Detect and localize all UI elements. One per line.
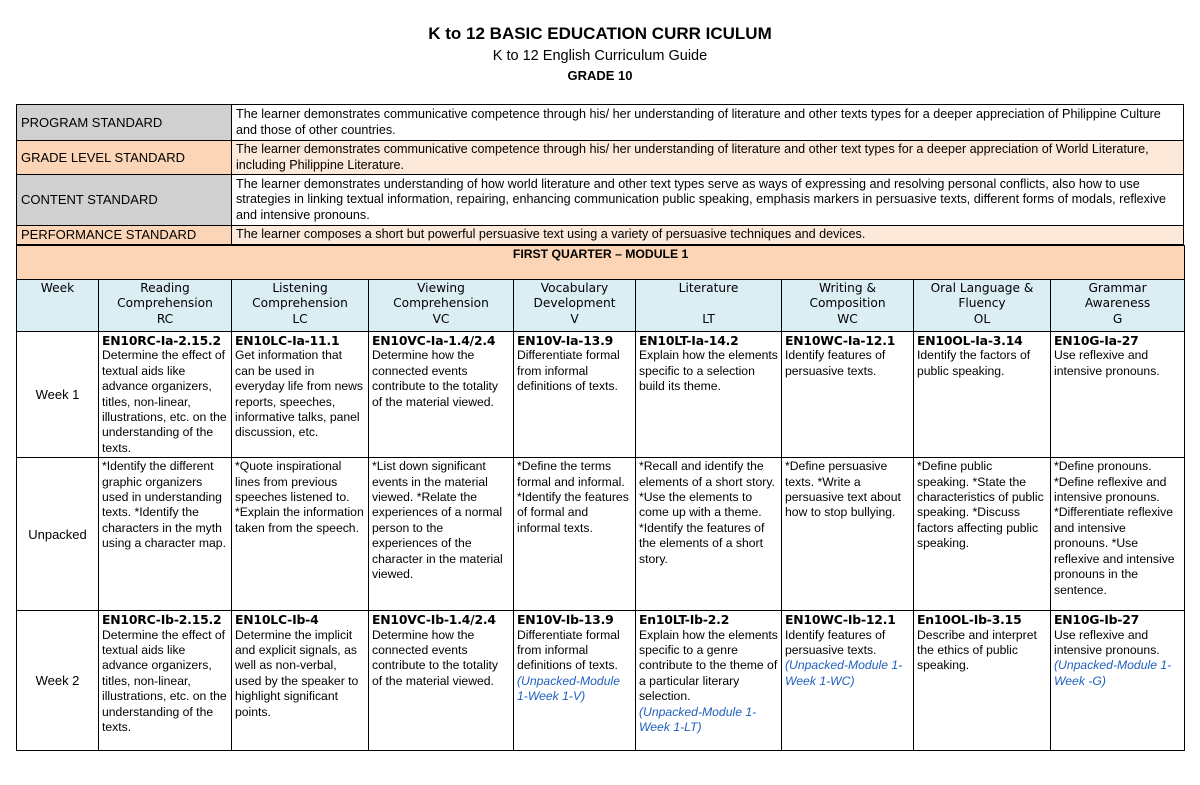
document-subtitle: K to 12 English Curriculum Guide xyxy=(492,48,708,64)
table-cell xyxy=(1051,332,1185,458)
unpacked-text: *Define public speaking. *State the characteristics of public speaking. *Discuss factors affecting public speaking. xyxy=(917,459,1044,551)
standard-text: The learner demonstrates understanding of how world literature and other text types serve as ways of expressing and resolving personal conflicts, also how to use strategies in linking textual information, repairing, enhancing communication public speaking, emphasis markers in persuasive texts, different forms of modals, reflexive and intensive pronouns. xyxy=(232,175,1184,226)
column-code: OL xyxy=(973,311,991,326)
column-name: Reading Comprehension xyxy=(117,281,213,311)
table-cell xyxy=(232,458,369,611)
table-cell xyxy=(636,458,782,611)
table-cell xyxy=(1051,458,1185,611)
table-cell xyxy=(232,611,369,751)
competency-code: EN10G-Ia-27 xyxy=(1054,333,1139,348)
competency-code: EN10OL-Ia-3.14 xyxy=(917,333,1023,348)
standard-label: GRADE LEVEL STANDARD xyxy=(17,141,232,175)
competency-text: Determine how the connected events contribute to the totality of the material viewed. xyxy=(372,348,499,409)
unpacked-reference: (Unpacked-Module 1-Week 1-V) xyxy=(517,673,620,704)
competency-text: Determine how the connected events contribute to the totality of the material viewed. xyxy=(372,627,499,688)
competency-text: Differentiate formal from informal definitions of texts. xyxy=(517,348,620,394)
competency-text: Explain how the elements specific to a genre contribute to the theme of a particular literary selection. xyxy=(639,627,778,704)
competency-text: Differentiate formal from informal definitions of texts. xyxy=(517,627,620,673)
table-row xyxy=(17,611,1185,751)
table-cell xyxy=(99,458,232,611)
week-label: Unpacked xyxy=(17,458,99,611)
column-code: LT xyxy=(702,311,715,326)
column-code: WC xyxy=(837,311,858,326)
competency-code: EN10WC-Ia-12.1 xyxy=(785,333,896,348)
column-header-vc xyxy=(369,280,514,332)
column-name: Oral Language & Fluency xyxy=(930,281,1034,311)
table-cell xyxy=(232,332,369,458)
document-title: K to 12 BASIC EDUCATION CURR ICULUM xyxy=(428,24,772,43)
column-header-week xyxy=(17,280,99,332)
competency-code: EN10VC-Ia-1.4/2.4 xyxy=(372,333,496,348)
column-code: LC xyxy=(292,311,308,326)
column-header-wc xyxy=(782,280,914,332)
performance-standard-row xyxy=(17,226,1184,245)
grade-label: GRADE 10 xyxy=(567,68,633,83)
standard-label: PROGRAM STANDARD xyxy=(17,105,232,141)
column-code: VC xyxy=(432,311,450,326)
table-cell xyxy=(782,611,914,751)
standard-label: PERFORMANCE STANDARD xyxy=(17,226,232,245)
column-header-rc xyxy=(99,280,232,332)
competency-text: Determine the effect of textual aids like advance organizers, titles, non-linear, illustrations, etc. on the understanding of the texts. xyxy=(102,348,227,455)
unpacked-text: *Define persuasive texts. *Write a persuasive text about how to stop bullying. xyxy=(785,459,901,520)
column-code: V xyxy=(570,311,579,326)
standard-text: The learner demonstrates communicative competence through his/ her understanding of literature and other texts types for a deeper appreciation of Philippine Culture and those of other countries. xyxy=(232,105,1184,141)
unpacked-reference: (Unpacked-Module 1-Week 1-WC) xyxy=(785,658,903,688)
table-cell xyxy=(99,332,232,458)
column-name: Listening Comprehension xyxy=(252,281,348,311)
competency-text: Describe and interpret the ethics of public speaking. xyxy=(917,627,1037,673)
table-cell xyxy=(636,332,782,458)
column-header-row xyxy=(17,280,1185,332)
competency-text: Get information that can be used in everyday life from news reports, speeches, informative talks, panel discussion, etc. xyxy=(235,348,364,440)
competency-text: Use reflexive and intensive pronouns. xyxy=(1054,348,1160,378)
table-cell xyxy=(782,458,914,611)
grade-level-standard-row xyxy=(17,141,1184,175)
competency-code: EN10RC-Ib-2.15.2 xyxy=(102,612,222,628)
competency-code: EN10VC-Ib-1.4/2.4 xyxy=(372,612,496,628)
competency-text: Use reflexive and intensive pronouns. xyxy=(1054,627,1160,658)
unpacked-reference: (Unpacked-Module 1-Week -G) xyxy=(1054,658,1172,688)
week-label: Week 2 xyxy=(17,611,99,751)
unpacked-text: *Identify the different graphic organizers used in understanding texts. *Identify the characters in the myth using a character map. xyxy=(102,459,226,551)
curriculum-grid xyxy=(16,245,1185,751)
competency-code: EN10G-Ib-27 xyxy=(1054,612,1140,628)
competency-text: Determine the effect of textual aids like advance organizers, titles, non-linear, illustrations, etc. on the understanding of the texts. xyxy=(102,627,227,735)
content-standard-row xyxy=(17,175,1184,226)
competency-code: EN10V-Ib-13.9 xyxy=(517,612,614,628)
table-cell xyxy=(514,611,636,751)
competency-code: En10LT-Ib-2.2 xyxy=(639,612,730,628)
table-cell xyxy=(782,332,914,458)
unpacked-reference: (Unpacked-Module 1-Week 1-LT) xyxy=(639,704,757,735)
column-name: Grammar Awareness xyxy=(1084,281,1151,311)
column-name: Vocabulary Development xyxy=(533,281,616,311)
unpacked-text: *Quote inspirational lines from previous speeches listened to. *Explain the information taken from the speech. xyxy=(235,459,364,535)
competency-text: Explain how the elements specific to a selection build its theme. xyxy=(639,348,778,394)
table-cell xyxy=(914,458,1051,611)
competency-code: En10OL-Ib-3.15 xyxy=(917,612,1022,628)
table-cell xyxy=(369,611,514,751)
quarter-title-row xyxy=(17,246,1185,280)
column-header-lc xyxy=(232,280,369,332)
competency-text: Determine the implicit and explicit signals, as well as non-verbal, used by the speaker to highlight significant points. xyxy=(235,627,359,719)
standards-table xyxy=(16,104,1184,245)
standard-text: The learner demonstrates communicative competence through his/ her understanding of literature and other text types for a deeper appreciation of World Literature, including Philippine Literature. xyxy=(232,141,1184,175)
column-header-v xyxy=(514,280,636,332)
column-name: Writing & Composition xyxy=(809,281,886,311)
column-header-ol xyxy=(914,280,1051,332)
quarter-title: FIRST QUARTER – MODULE 1 xyxy=(17,246,1185,280)
unpacked-text: *List down significant events in the material viewed. *Relate the experiences of a normal person to the experiences of the character in the material viewed. xyxy=(372,459,503,582)
competency-code: EN10LT-Ia-14.2 xyxy=(639,333,739,348)
column-header-g xyxy=(1051,280,1185,332)
unpacked-text: *Recall and identify the elements of a short story. *Use the elements to come up with a theme. *Identify the features of the elements of a short story. xyxy=(639,459,775,566)
table-row xyxy=(17,458,1185,611)
competency-code: EN10LC-Ib-4 xyxy=(235,612,319,628)
competency-text: Identify the factors of public speaking. xyxy=(917,348,1031,378)
competency-text: Identify features of persuasive texts. xyxy=(785,348,886,378)
table-cell xyxy=(636,611,782,751)
table-cell xyxy=(1051,611,1185,751)
table-cell xyxy=(914,611,1051,751)
unpacked-text: *Define the terms formal and informal. *Identify the features of formal and informal texts. xyxy=(517,459,629,535)
column-code: G xyxy=(1112,311,1123,326)
standard-label: CONTENT STANDARD xyxy=(17,175,232,226)
competency-text: Identify features of persuasive texts. xyxy=(785,627,886,658)
table-cell xyxy=(514,332,636,458)
competency-code: EN10RC-Ia-2.15.2 xyxy=(102,333,221,348)
column-header-lt xyxy=(636,280,782,332)
table-cell xyxy=(369,332,514,458)
unpacked-text: *Define pronouns. *Define reflexive and intensive pronouns. *Differentiate reflexive and intensive pronouns. *Use reflexive and intensive pronouns in the sentence. xyxy=(1054,459,1175,597)
table-cell xyxy=(99,611,232,751)
competency-code: EN10LC-Ia-11.1 xyxy=(235,333,340,348)
competency-code: EN10WC-Ib-12.1 xyxy=(785,612,896,628)
column-name: Literature xyxy=(678,281,739,295)
column-code: RC xyxy=(156,311,174,326)
standard-text: The learner composes a short but powerful persuasive text using a variety of persuasive techniques and devices. xyxy=(232,226,1184,245)
table-cell xyxy=(369,458,514,611)
table-cell xyxy=(914,332,1051,458)
week-label: Week 1 xyxy=(17,332,99,458)
table-row xyxy=(17,332,1185,458)
program-standard-row xyxy=(17,105,1184,141)
table-cell xyxy=(514,458,636,611)
column-name: Week xyxy=(40,281,75,295)
competency-code: EN10V-Ia-13.9 xyxy=(517,333,613,348)
column-name: Viewing Comprehension xyxy=(393,281,489,311)
